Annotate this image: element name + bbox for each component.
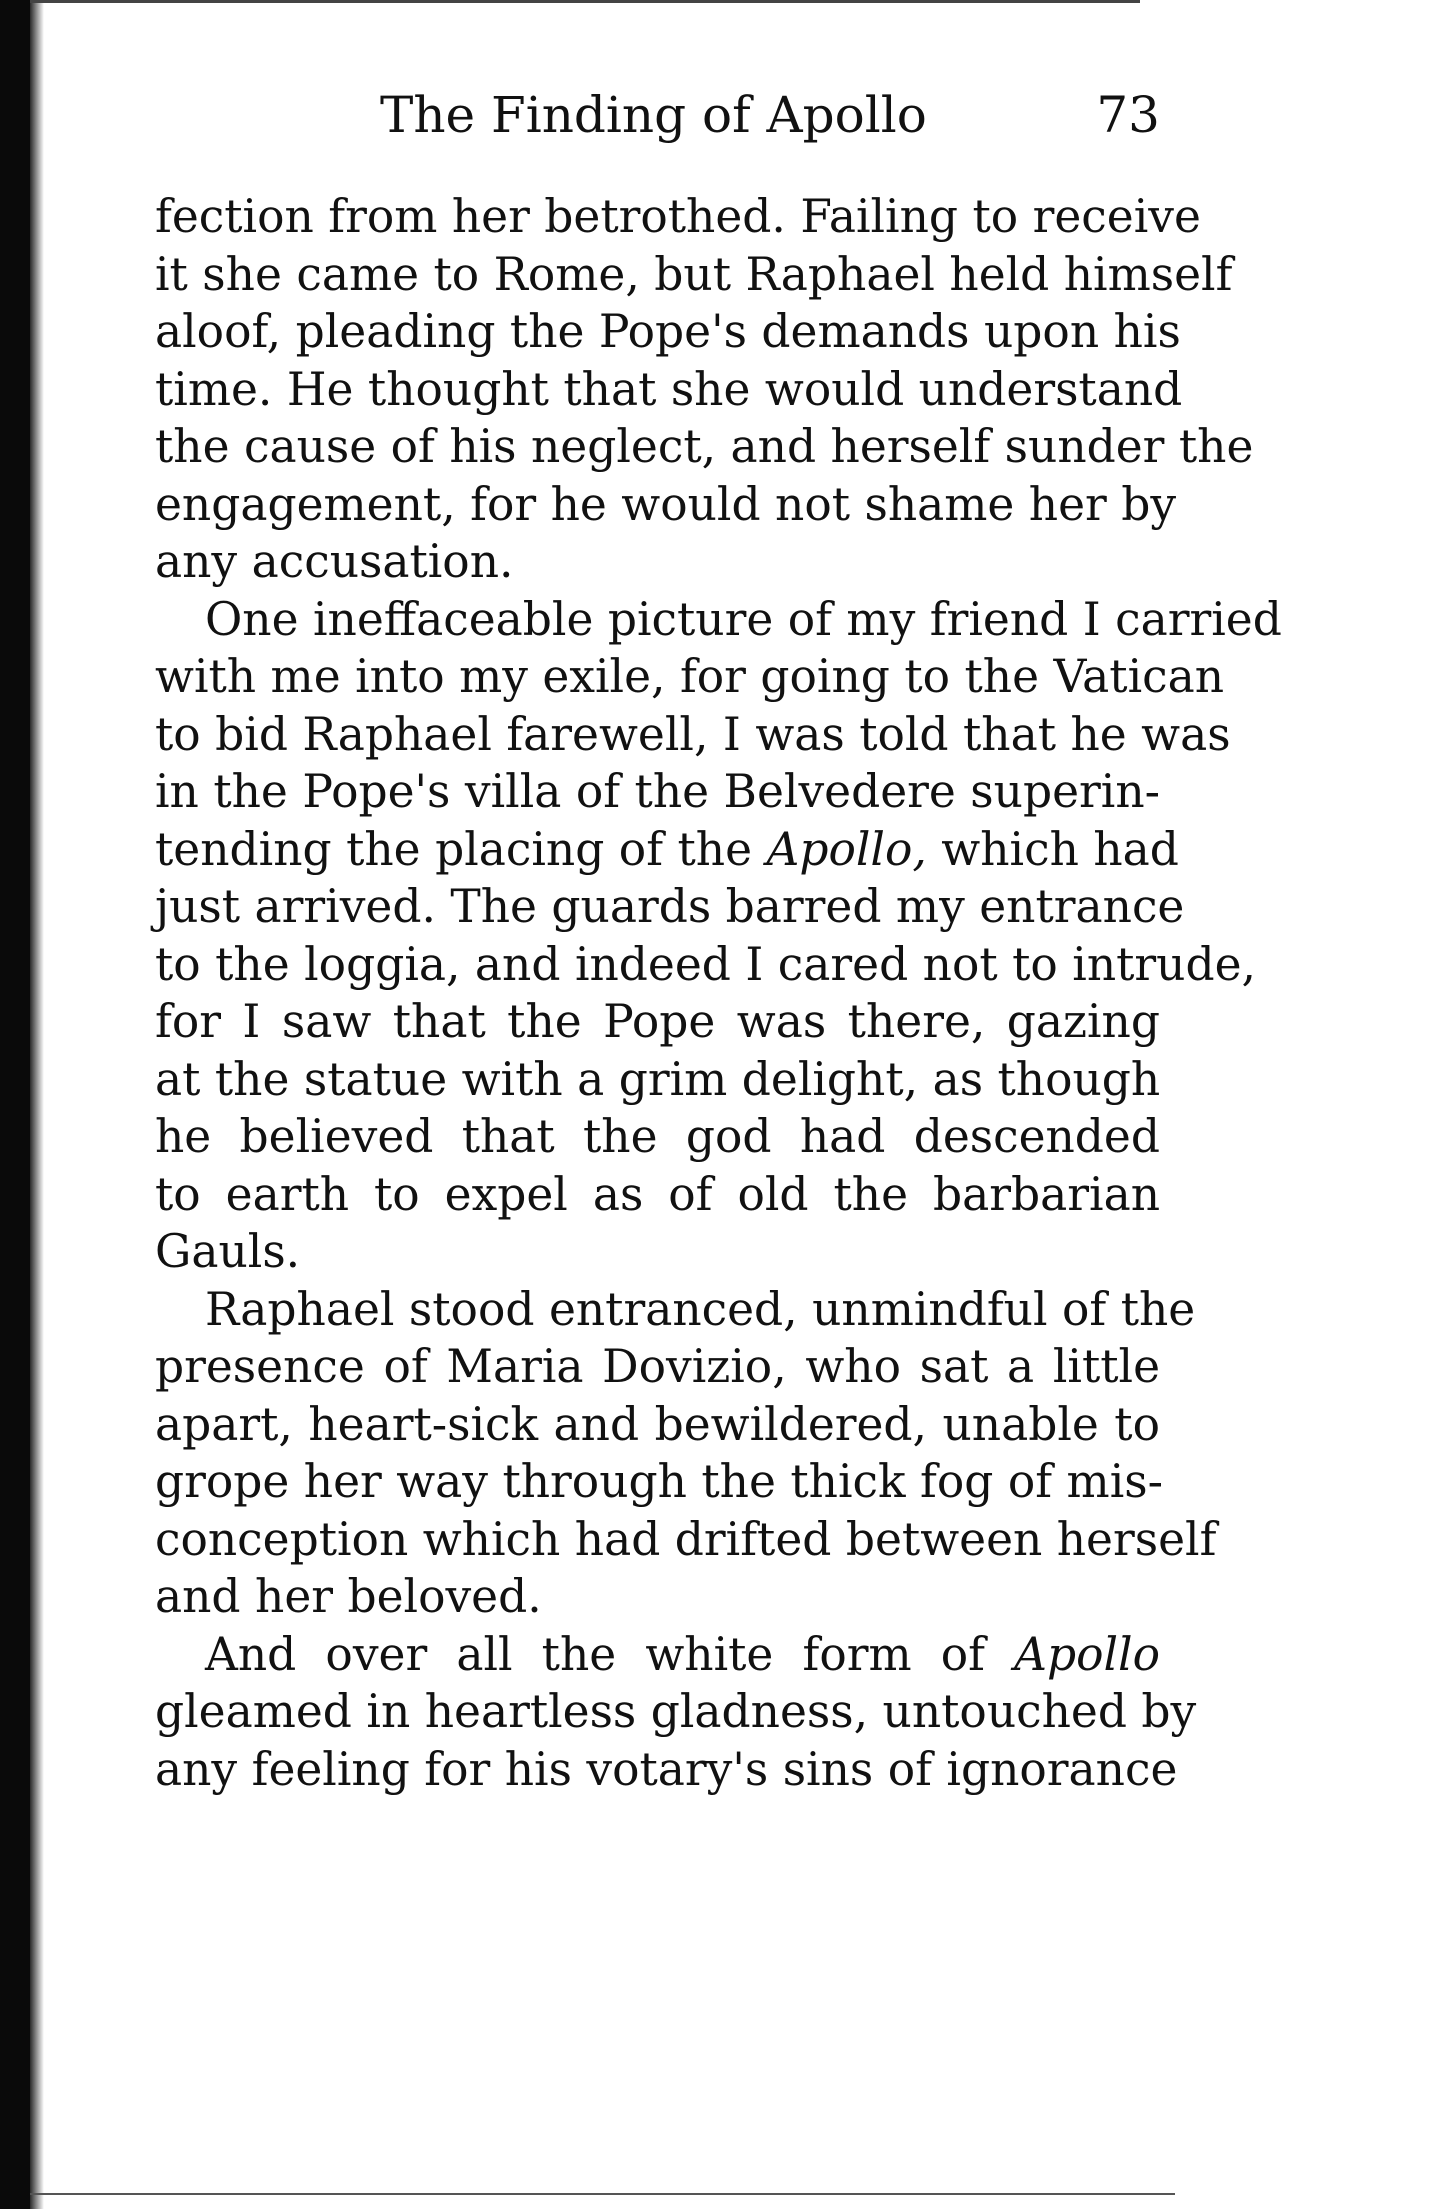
text-line: engagement, for he would not shame her by — [155, 477, 1177, 531]
scan-edge-left — [0, 0, 30, 2209]
page-header — [380, 80, 1160, 150]
text-line: to earth to expel as of old the barbarian — [155, 1167, 1160, 1221]
text-line: presence of Maria Dovizio, who sat a little — [155, 1340, 1160, 1393]
text-line: it she came to Rome, but Raphael held himself — [155, 247, 1233, 301]
scan-edge-bottom — [30, 2193, 1175, 2195]
text-line: with me into my exile, for going to the Vatican — [155, 650, 1225, 703]
text-line: to bid Raphael farewell, I was told that he was — [155, 707, 1231, 761]
text-line: Gauls. — [155, 1225, 301, 1278]
running-title: The Finding of Apollo — [380, 86, 927, 144]
scan-edge-top — [30, 0, 1140, 3]
italic-title: Apollo — [1014, 1627, 1160, 1681]
scan-edge-shadow — [30, 0, 44, 2209]
text-line: any accusation. — [155, 535, 514, 588]
page-number: 73 — [1096, 86, 1160, 144]
italic-title: Apollo, — [766, 822, 927, 876]
text-line: he believed that the god had descended — [155, 1110, 1160, 1163]
text-line: aloof, pleading the Pope's demands upon his — [155, 305, 1181, 358]
text-segment: And over all the white form of — [205, 1627, 1015, 1681]
text-line: for I saw that the Pope was there, gazing — [155, 995, 1160, 1048]
paragraph — [155, 188, 1254, 591]
text-line: conception which had drifted between herself — [155, 1512, 1217, 1566]
text-line: the cause of his neglect, and herself sunder the — [155, 420, 1254, 473]
paragraph — [155, 591, 1282, 1281]
text-line: to the loggia, and indeed I cared not to intrude, — [155, 937, 1256, 991]
text-segment: which had — [926, 822, 1179, 876]
text-line: Raphael stood entranced, unmindful of the — [205, 1282, 1196, 1336]
text-line: One ineffaceable picture of my friend I carried — [205, 592, 1282, 646]
body-text — [155, 188, 1282, 1798]
text-line: apart, heart-sick and bewildered, unable to — [155, 1397, 1160, 1451]
text-line-with-italic — [155, 821, 1179, 879]
text-segment: tending the placing of the — [155, 822, 767, 876]
text-line: grope her way through the thick fog of mis- — [155, 1455, 1163, 1508]
text-line: in the Pope's villa of the Belvedere superin- — [155, 765, 1160, 818]
text-line: and her beloved. — [155, 1570, 542, 1623]
text-line-with-italic — [155, 1626, 1160, 1684]
text-line: gleamed in heartless gladness, untouched by — [155, 1685, 1197, 1738]
text-line: at the statue with a grim delight, as though — [155, 1052, 1161, 1106]
text-line: any feeling for his votary's sins of ignorance — [155, 1742, 1178, 1796]
text-line: time. He thought that she would understand — [155, 362, 1183, 416]
text-line: just arrived. The guards barred my entrance — [155, 880, 1185, 933]
text-line: fection from her betrothed. Failing to receive — [155, 190, 1201, 243]
paragraph — [155, 1281, 1217, 1626]
paragraph — [155, 1626, 1197, 1799]
